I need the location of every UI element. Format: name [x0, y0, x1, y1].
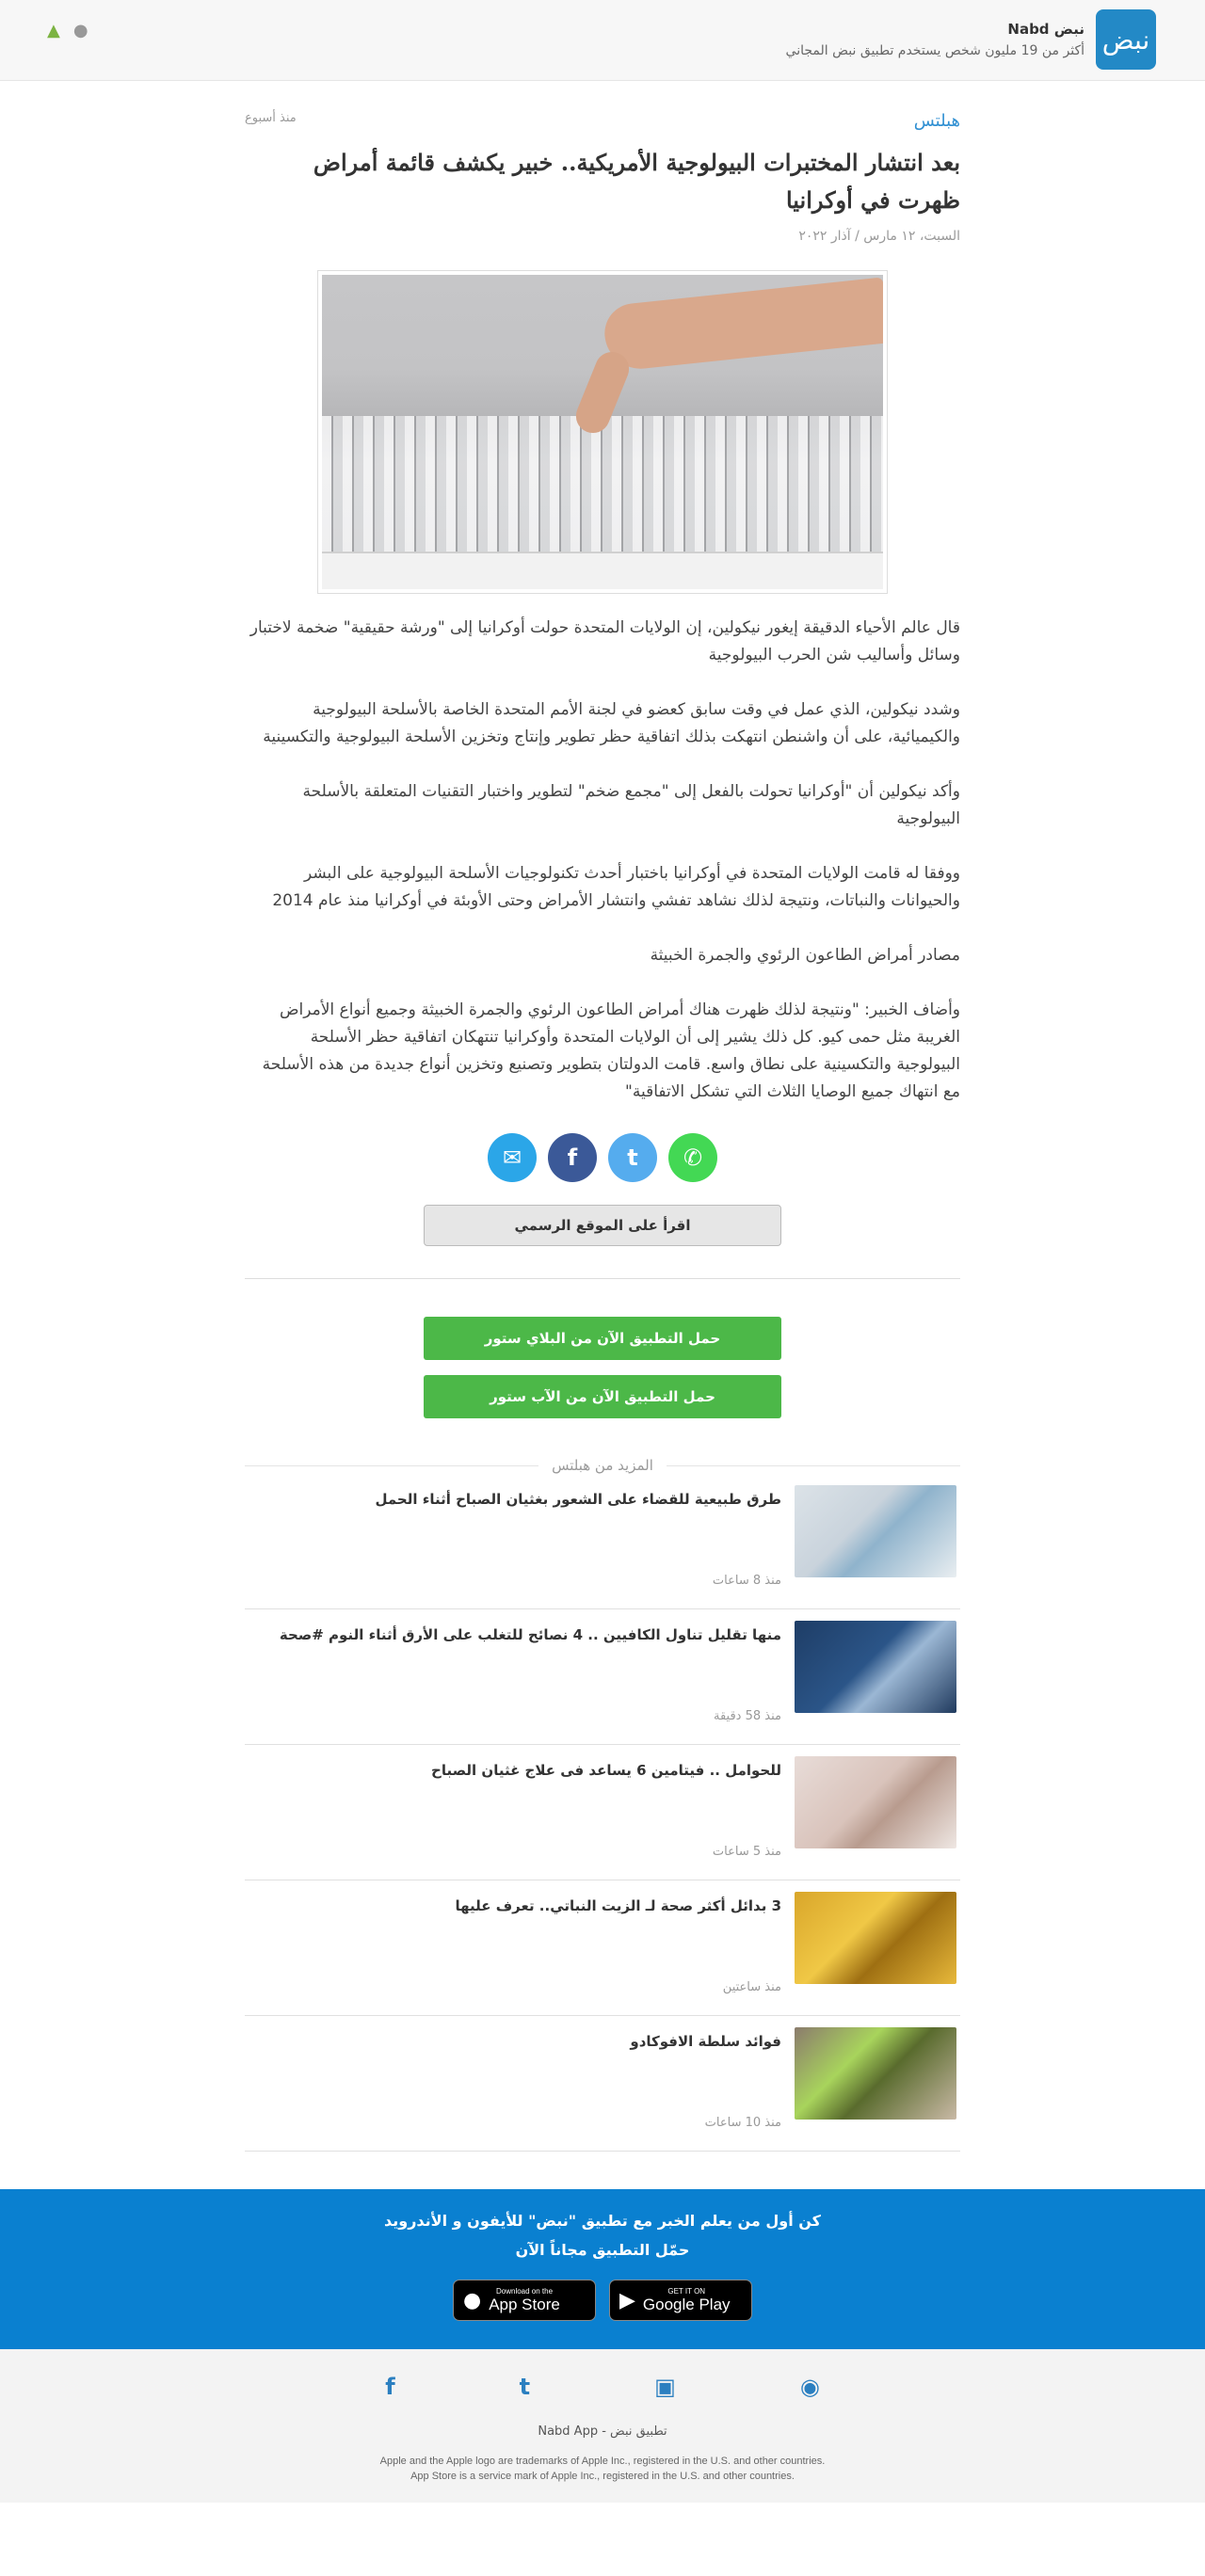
social-links: [0, 2374, 1205, 2400]
hand-shape: [602, 278, 883, 373]
top-bar: [0, 0, 1205, 81]
app-store-small-text: Download on the: [495, 2286, 554, 2296]
article-paragraph: وأكد نيكولين أن "أوكرانيا تحولت بالفعل إلى "مجمع ضخم" لتطوير واختبار التقنيات المتعلقة بالأسلحة البيولوجية: [302, 782, 960, 828]
download-cta-banner: [0, 2189, 1205, 2349]
twitter-icon[interactable]: t: [519, 2374, 531, 2400]
legal-text: [0, 2454, 1205, 2484]
item-time: منذ 8 ساعات: [712, 1574, 781, 1588]
apple-icon[interactable]: ●: [72, 21, 88, 40]
email-icon[interactable]: ✉: [488, 1133, 537, 1182]
item-thumbnail[interactable]: [795, 1485, 956, 1577]
item-time: منذ 10 ساعات: [704, 2116, 781, 2130]
facebook-icon[interactable]: f: [385, 2374, 395, 2400]
footer-app-name: تطبيق نبض - Nabd App: [538, 2424, 667, 2439]
apple-icon: ●: [463, 2288, 482, 2312]
list-item[interactable]: [245, 1880, 960, 2016]
download-app-store-button[interactable]: حمل التطبيق الآن من الآب ستور: [424, 1375, 781, 1418]
article-source[interactable]: هبلتس: [913, 111, 960, 131]
article-body: [245, 615, 960, 1106]
item-text: [245, 1892, 795, 2015]
item-title[interactable]: فوائد سلطة الافوكادو: [630, 2033, 781, 2050]
twitter-icon[interactable]: t: [608, 1133, 657, 1182]
article-paragraph: ووفقا له قامت الولايات المتحدة في أوكرانيا باختبار أحدث تكنولوجيات الأسلحة البيولوجية على البشر والحيوانات والنباتات، ونتيجة لذلك نشاهد تفشي وانتشار الأمراض وحتى الأوبئة في أوكرانيا منذ عام 2014: [272, 864, 960, 910]
item-thumbnail[interactable]: [795, 1621, 956, 1713]
item-time: منذ 5 ساعات: [712, 1845, 781, 1859]
article-title: بعد انتشار المختبرات البيولوجية الأمريكية.. خبير يكشف قائمة أمراض ظهرت في أوكرانيا: [313, 149, 960, 214]
legal-line-2: App Store is a service mark of Apple Inc., registered in the U.S. and other countries.: [410, 2471, 795, 2482]
footer: [0, 2349, 1205, 2503]
article-paragraph: وشدد نيكولين، الذي عمل في وقت سابق كعضو في لجنة الأمم المتحدة الخاصة بالأسلحة البيولوجية والكيميائية، على أن واشنطن انتهكت بذلك اتفاقية حظر تطوير وإنتاج وتخزين الأسلحة البيولوجية والتكسينية: [263, 700, 960, 746]
article-paragraph: وأضاف الخبير: "ونتيجة لذلك ظهرت هناك أمراض الطاعون الرئوي والجمرة الخبيثة وجميع أنواع الأمراض الغريبة مثل حمى كيو. كل ذلك يشير إلى أن الولايات المتحدة وأوكرانيا تنتهكان اتفاقية حظر الأسلحة البيولوجية والتكسينية على نطاق واسع. قامت الدولتان بتطوير وتصنيع وتخزين أنواع جديدة من هذه الأسلحة مع انتهاك جميع الوصايا الثلاث التي تشكل الاتفاقية": [262, 1000, 960, 1101]
list-item[interactable]: [245, 1609, 960, 1745]
app-store-badge[interactable]: [453, 2280, 596, 2321]
item-text: [245, 2027, 795, 2151]
article-date: السبت، ١٢ مارس / آذار ٢٠٢٢: [798, 229, 960, 244]
google-play-badge-text: [643, 2287, 731, 2314]
more-list: [245, 1474, 960, 2152]
download-play-store-button[interactable]: حمل التطبيق الآن من البلاي ستور: [424, 1317, 781, 1360]
article-time-ago: منذ أسبوع: [245, 111, 297, 125]
article-image: [322, 275, 883, 589]
item-time: منذ ساعتين: [722, 1980, 781, 1994]
more-section-heading: [245, 1456, 960, 1474]
brand-subtitle: أكثر من 19 مليون شخص يستخدم تطبيق نبض المجاني: [785, 43, 1084, 58]
item-thumbnail[interactable]: [795, 1756, 956, 1848]
share-buttons: [245, 1133, 960, 1182]
article-paragraph: قال عالم الأحياء الدقيقة إيغور نيكولين، إن الولايات المتحدة حولت أوكرانيا إلى "ورشة حقيقية" ضخمة لاختبار وسائل وأساليب شن الحرب البيولوجية: [249, 618, 960, 664]
play-icon: ▶: [619, 2288, 635, 2312]
item-text: [245, 1756, 795, 1880]
article-image-frame: [317, 270, 888, 594]
globe-icon[interactable]: ◉: [799, 2374, 820, 2400]
item-title[interactable]: للحوامل .. فيتامين 6 يساعد فى علاج غثيان الصباح: [431, 1762, 781, 1779]
tray-shape: [322, 552, 883, 589]
google-play-badge[interactable]: [609, 2280, 752, 2321]
app-store-badge-text: [489, 2287, 560, 2314]
item-thumbnail[interactable]: [795, 2027, 956, 2120]
google-play-big-text: Google Play: [642, 2295, 731, 2313]
item-text: [245, 1621, 795, 1744]
android-icon[interactable]: ▲: [47, 21, 60, 40]
brand-text: [786, 21, 1084, 58]
item-title[interactable]: منها تقليل تناول الكافيين .. 4 نصائح للتغلب على الأرق أثناء النوم #صحة: [279, 1626, 781, 1643]
divider: [245, 1278, 960, 1279]
more-heading-label: المزيد من هبلتس: [538, 1457, 667, 1474]
item-title[interactable]: طرق طبيعية للقضاء على الشعور بغثيان الصباح أثناء الحمل: [375, 1491, 781, 1508]
read-official-site-button[interactable]: اقرأ على الموقع الرسمي: [424, 1205, 781, 1246]
brand[interactable]: [786, 9, 1156, 70]
list-item[interactable]: [245, 1745, 960, 1880]
item-text: [245, 1485, 795, 1608]
whatsapp-icon[interactable]: ✆: [668, 1133, 717, 1182]
google-play-small-text: GET IT ON: [667, 2286, 706, 2296]
item-title[interactable]: 3 بدائل أكثر صحة لـ الزيت النباتي.. تعرف عليها: [455, 1897, 781, 1914]
brand-name: نبض Nabd: [1007, 21, 1084, 38]
list-item[interactable]: [245, 2016, 960, 2152]
app-store-big-text: App Store: [489, 2295, 560, 2313]
store-badges: [0, 2280, 1205, 2321]
article-header: [245, 81, 960, 244]
main-content: [245, 81, 960, 2152]
cta-subline: حمّل التطبيق مجاناً الآن: [515, 2241, 690, 2259]
facebook-icon[interactable]: f: [548, 1133, 597, 1182]
cta-headline: كن أول من يعلم الخبر مع تطبيق "نبض" للأيفون و الأندرويد: [384, 2212, 821, 2230]
legal-line-1: Apple and the Apple logo are trademarks of Apple Inc., registered in the U.S. and other countries.: [379, 2456, 826, 2467]
platform-links: [47, 21, 88, 40]
item-time: منذ 58 دقيقة: [714, 1709, 781, 1723]
list-item[interactable]: [245, 1474, 960, 1609]
article-paragraph: مصادر أمراض الطاعون الرئوي والجمرة الخبيثة: [650, 946, 960, 965]
item-thumbnail[interactable]: [795, 1892, 956, 1984]
nabd-logo[interactable]: نبض: [1096, 9, 1156, 70]
instagram-icon[interactable]: ▣: [654, 2374, 676, 2400]
